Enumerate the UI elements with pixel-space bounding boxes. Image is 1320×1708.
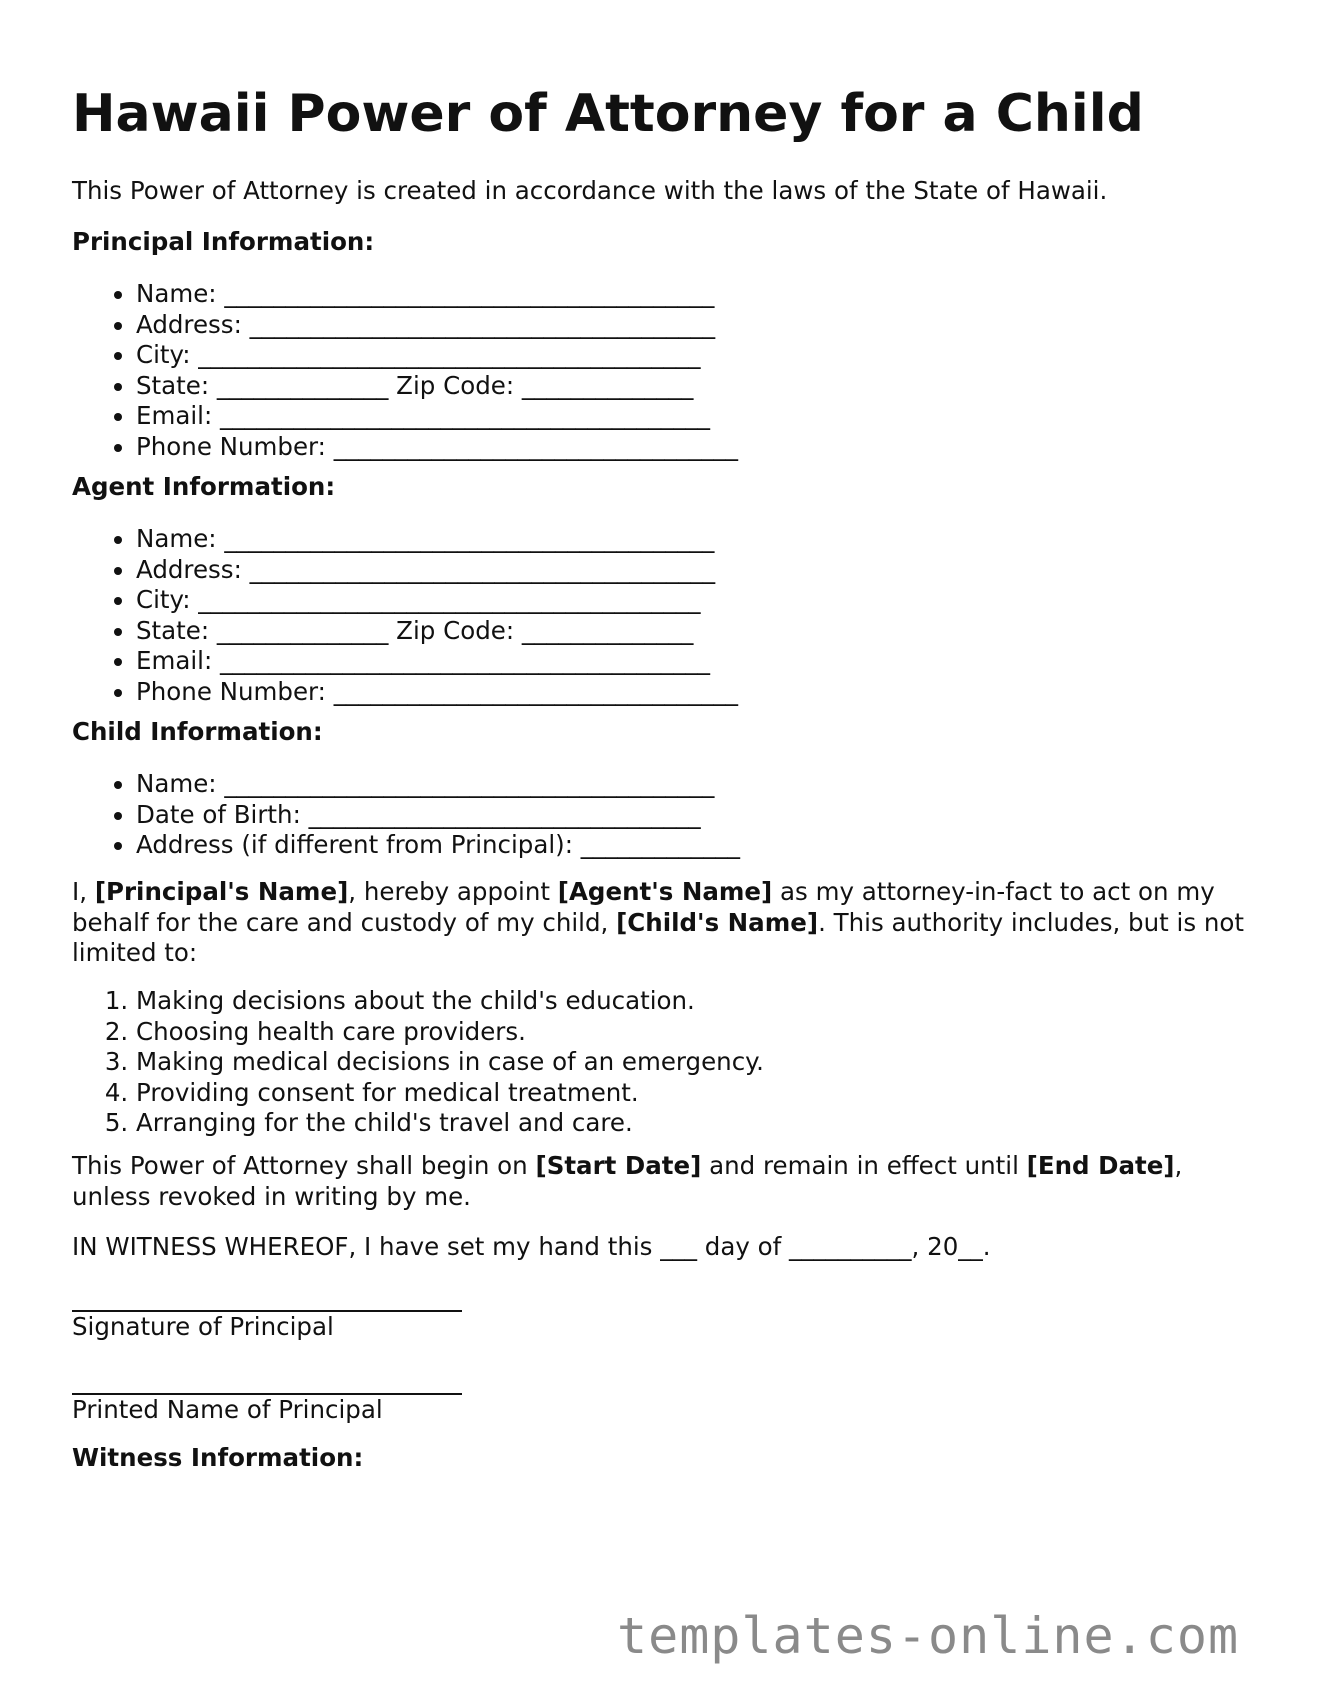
agent-city-field: • City: _________________________________________	[136, 585, 738, 616]
powers-list	[104, 986, 764, 1139]
agent-email-field: • Email: ________________________________________	[136, 646, 738, 677]
power-item: 4. Providing consent for medical treatment.	[136, 1078, 764, 1109]
intro-text: This Power of Attorney is created in accordance with the laws of the State of Hawaii.	[72, 176, 1108, 205]
start-date-placeholder: [Start Date]	[535, 1151, 702, 1180]
witness-clause: IN WITNESS WHEREOF, I have set my hand this ___ day of __________, 20__.	[72, 1232, 991, 1261]
agent-state-zip-field: • State: ______________ Zip Code: ______________	[136, 616, 738, 647]
principal-name-placeholder: [Principal's Name]	[94, 877, 349, 906]
agent-name-field: • Name: ________________________________________	[136, 524, 738, 555]
principal-heading: Principal Information:	[72, 227, 375, 256]
agent-fields-list	[104, 524, 738, 707]
principal-state-zip-field: • State: ______________ Zip Code: ______________	[136, 371, 738, 402]
power-item: 5. Arranging for the child's travel and care.	[136, 1108, 764, 1139]
term-text-2: and remain in effect until	[701, 1151, 1027, 1180]
principal-name-field: • Name: ________________________________________	[136, 279, 738, 310]
power-item: 2. Choosing health care providers.	[136, 1017, 764, 1048]
child-name-field: • Name: ________________________________________	[136, 769, 740, 800]
agent-name-placeholder: [Agent's Name]	[557, 877, 773, 906]
principal-phone-field: • Phone Number: _________________________________	[136, 432, 738, 463]
term-text-3: , unless revoked in writing by me.	[72, 1151, 1183, 1211]
power-item: 3. Making medical decisions in case of an emergency.	[136, 1047, 764, 1078]
end-date-placeholder: [End Date]	[1026, 1151, 1175, 1180]
principal-fields-list	[104, 279, 738, 462]
watermark: templates-online.com	[617, 1607, 1240, 1665]
appointment-text-2: , hereby appoint	[348, 877, 558, 906]
term-text-1: This Power of Attorney shall begin on	[72, 1151, 536, 1180]
term-paragraph	[72, 1151, 1252, 1212]
principal-city-field: • City: _________________________________________	[136, 340, 738, 371]
child-name-placeholder: [Child's Name]	[616, 907, 819, 937]
appointment-paragraph	[72, 877, 1252, 969]
appointment-text-4: . This authority includes, but is not limited to:	[72, 907, 1244, 967]
appointment-text-1: I,	[72, 877, 95, 906]
printed-name-block	[72, 1366, 462, 1426]
child-fields-list	[104, 769, 740, 861]
principal-address-field: • Address: ______________________________________	[136, 310, 738, 341]
document-title: Hawaii Power of Attorney for a Child	[72, 84, 1144, 144]
signature-label: Signature of Principal	[72, 1312, 334, 1341]
signature-block	[72, 1283, 462, 1343]
appointment-text-3: as my attorney-in-fact to act on my behalf for the care and custody of my child,	[72, 877, 1215, 937]
agent-address-field: • Address: ______________________________________	[136, 555, 738, 586]
printed-name-label: Printed Name of Principal	[72, 1395, 383, 1424]
child-heading: Child Information:	[72, 717, 323, 746]
child-address-field: • Address (if different from Principal): _____________	[136, 830, 740, 861]
power-item: 1. Making decisions about the child's education.	[136, 986, 764, 1017]
witness-heading: Witness Information:	[72, 1443, 364, 1472]
agent-phone-field: • Phone Number: _________________________________	[136, 677, 738, 708]
child-dob-field: • Date of Birth: ________________________________	[136, 800, 740, 831]
agent-heading: Agent Information:	[72, 472, 336, 501]
principal-email-field: • Email: ________________________________________	[136, 401, 738, 432]
